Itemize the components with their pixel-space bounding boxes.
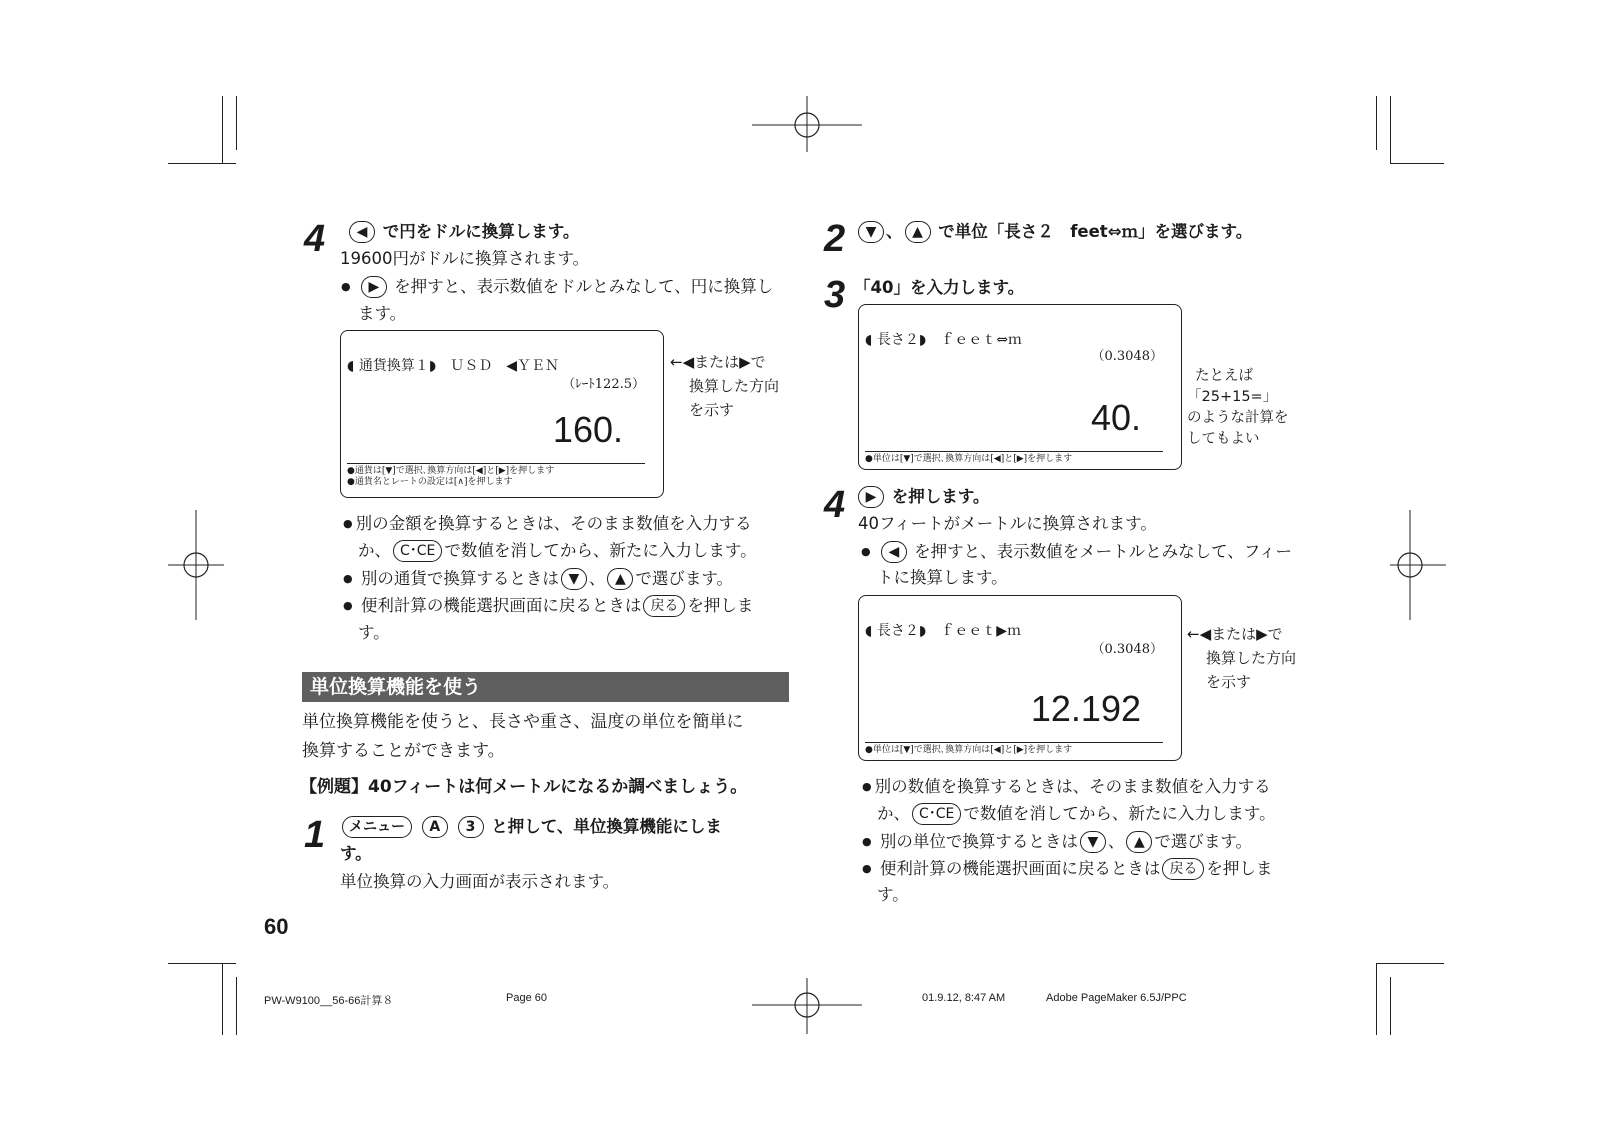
display-note: たとえば 「25+15=」 のような計算を してもよい — [1187, 368, 1289, 447]
section-description: 単位換算機能を使うと、長さや重さ、温度の単位を簡単に — [302, 712, 744, 732]
display-note: ←◀または▶で 換算した方向 を示す — [670, 353, 780, 419]
lcd-value: 160. — [552, 409, 623, 450]
up-arrow-key: ▲ — [607, 568, 633, 590]
step-title-continuation: す。 — [340, 844, 372, 863]
lcd-footer: ●単位は[▼]で選択､換算方向は[◀]と[▶]を押します — [865, 742, 1163, 756]
bullet-continuation: トに換算します。 — [877, 568, 1008, 587]
a-key: A — [422, 816, 448, 838]
lcd-header: ◖ 長さ２◗ ｆｅｅｔ⇔ｍ — [865, 332, 1022, 348]
crop-mark-tr-v — [1376, 96, 1377, 150]
down-arrow-key: ▼ — [1080, 831, 1106, 853]
up-arrow-key: ▲ — [1126, 831, 1152, 853]
bullet-item: ● 別の単位で換算するときは ▼ 、 ▲ で選びます。 — [862, 829, 1252, 855]
lcd-value: 12.192 — [1030, 688, 1141, 729]
menu-key: メニュー — [342, 816, 412, 838]
bullet-continuation: か、 C･CE で数値を消してから、新たに入力します。 — [877, 804, 1276, 823]
step-title: ▼ 、 ▲ で単位「長さ２ feet⇔ｍ」を選びます。 — [856, 219, 1252, 245]
lcd-footer: ●通貨は[▼]で選択､換算方向は[◀]と[▶]を押します ●通貨名とレートの設定は[∧]を押します — [347, 463, 645, 488]
step-description: 単位換算の入力画面が表示されます。 — [340, 872, 620, 891]
down-arrow-key: ▼ — [561, 568, 587, 590]
registration-mark-right — [1390, 510, 1446, 620]
bullet-continuation: す。 — [877, 885, 909, 904]
bullet-continuation: か、 C･CE で数値を消してから、新たに入力します。 — [358, 541, 757, 560]
bullet-item: ● 便利計算の機能選択画面に戻るときは 戻る を押しま — [343, 593, 753, 619]
lcd-display-currency — [340, 330, 664, 498]
crop-mark-br-v — [1376, 963, 1377, 1035]
footer-timestamp: 01.9.12, 8:47 AM — [922, 992, 1006, 1004]
crop-mark-tl-h — [168, 163, 236, 164]
lcd-header: ◖ 長さ２◗ ｆｅｅｔ▶ｍ — [865, 623, 1021, 639]
step-description: 19600円がドルに換算されます。 — [340, 249, 590, 268]
crop-mark-bl-v2 — [236, 977, 237, 1035]
bullet-item: ● 別の金額を換算するときは、そのまま数値を入力する — [343, 511, 752, 537]
bullet-item: ● 便利計算の機能選択画面に戻るときは 戻る を押しま — [862, 856, 1272, 882]
crop-mark-tl-v — [222, 96, 223, 164]
display-note: ←◀または▶で 換算した方向 を示す — [1187, 625, 1297, 691]
down-arrow-key: ▼ — [858, 221, 884, 243]
step-description: 40フィートがメートルに換算されます。 — [858, 514, 1157, 533]
section-heading: 単位換算機能を使う — [302, 672, 789, 702]
step-number: 4 — [824, 484, 846, 526]
crop-mark-tl-v2 — [236, 96, 237, 150]
three-key: 3 — [458, 816, 484, 838]
crop-mark-br-h — [1376, 963, 1444, 964]
registration-mark-top — [752, 96, 862, 152]
left-arrow-key: ◀ — [349, 221, 375, 243]
step-number: 2 — [824, 218, 846, 260]
step-title: ◀ で円をドルに換算します。 — [347, 219, 579, 245]
lcd-display-length-input — [858, 304, 1182, 470]
bullet-item: ● 別の通貨で換算するときは ▼ 、 ▲ で選びます。 — [343, 566, 733, 592]
right-arrow-key: ▶ — [361, 276, 387, 298]
lcd-header: ◖ 通貨換算１◗ ＵＳＤ ◀ＹＥＮ — [347, 358, 559, 374]
lcd-rate: （ﾚｰﾄ122.5） — [562, 377, 645, 392]
clear-key: C･CE — [912, 803, 961, 825]
registration-mark-bottom — [752, 978, 862, 1034]
lcd-value: 40. — [1090, 397, 1141, 438]
bullet-item: ● ▶ を押すと、表示数値をドルとみなして、円に換算し — [341, 274, 773, 300]
step-number: 4 — [304, 218, 326, 260]
step-title: ▶ を押します。 — [856, 484, 989, 510]
step-number: 3 — [824, 274, 846, 316]
crop-mark-tr-v2 — [1390, 96, 1391, 164]
crop-mark-bl-h — [168, 963, 236, 964]
step-title: 「40」を入力します。 — [854, 278, 1025, 297]
lcd-rate: （0.3048） — [1091, 642, 1163, 657]
footer-page: Page 60 — [506, 992, 547, 1004]
page-number: 60 — [264, 914, 289, 939]
lcd-rate: （0.3048） — [1091, 349, 1163, 364]
crop-mark-bl-v — [222, 963, 223, 1035]
bullet-item: ● ◀ を押すと、表示数値をメートルとみなして、フィー — [861, 539, 1292, 565]
clear-key: C･CE — [393, 540, 442, 562]
footer-filename: PW-W9100__56-66計算８ — [264, 995, 394, 1007]
step-number: 1 — [304, 814, 326, 856]
lcd-display-length-result — [858, 595, 1182, 761]
bullet-item: ● 別の数値を換算するときは、そのまま数値を入力する — [862, 774, 1271, 800]
bullet-continuation: ます。 — [358, 304, 407, 323]
section-description: 換算することができます。 — [302, 741, 505, 761]
back-key: 戻る — [1162, 858, 1204, 880]
back-key: 戻る — [643, 595, 685, 617]
footer-application: Adobe PageMaker 6.5J/PPC — [1046, 992, 1187, 1004]
left-arrow-key: ◀ — [881, 541, 907, 563]
example-heading: 【例題】40フィートは何メートルになるか調べましょう。 — [300, 777, 748, 797]
crop-mark-tr-h — [1390, 163, 1444, 164]
up-arrow-key: ▲ — [905, 221, 931, 243]
lcd-footer: ●単位は[▼]で選択､換算方向は[◀]と[▶]を押します — [865, 451, 1163, 465]
step-title: メニュー A 3 と押して、単位換算機能にしま — [340, 814, 722, 840]
crop-mark-br-v2 — [1390, 977, 1391, 1035]
registration-mark-left — [168, 510, 224, 620]
right-arrow-key: ▶ — [858, 486, 884, 508]
bullet-continuation: す。 — [358, 623, 390, 642]
